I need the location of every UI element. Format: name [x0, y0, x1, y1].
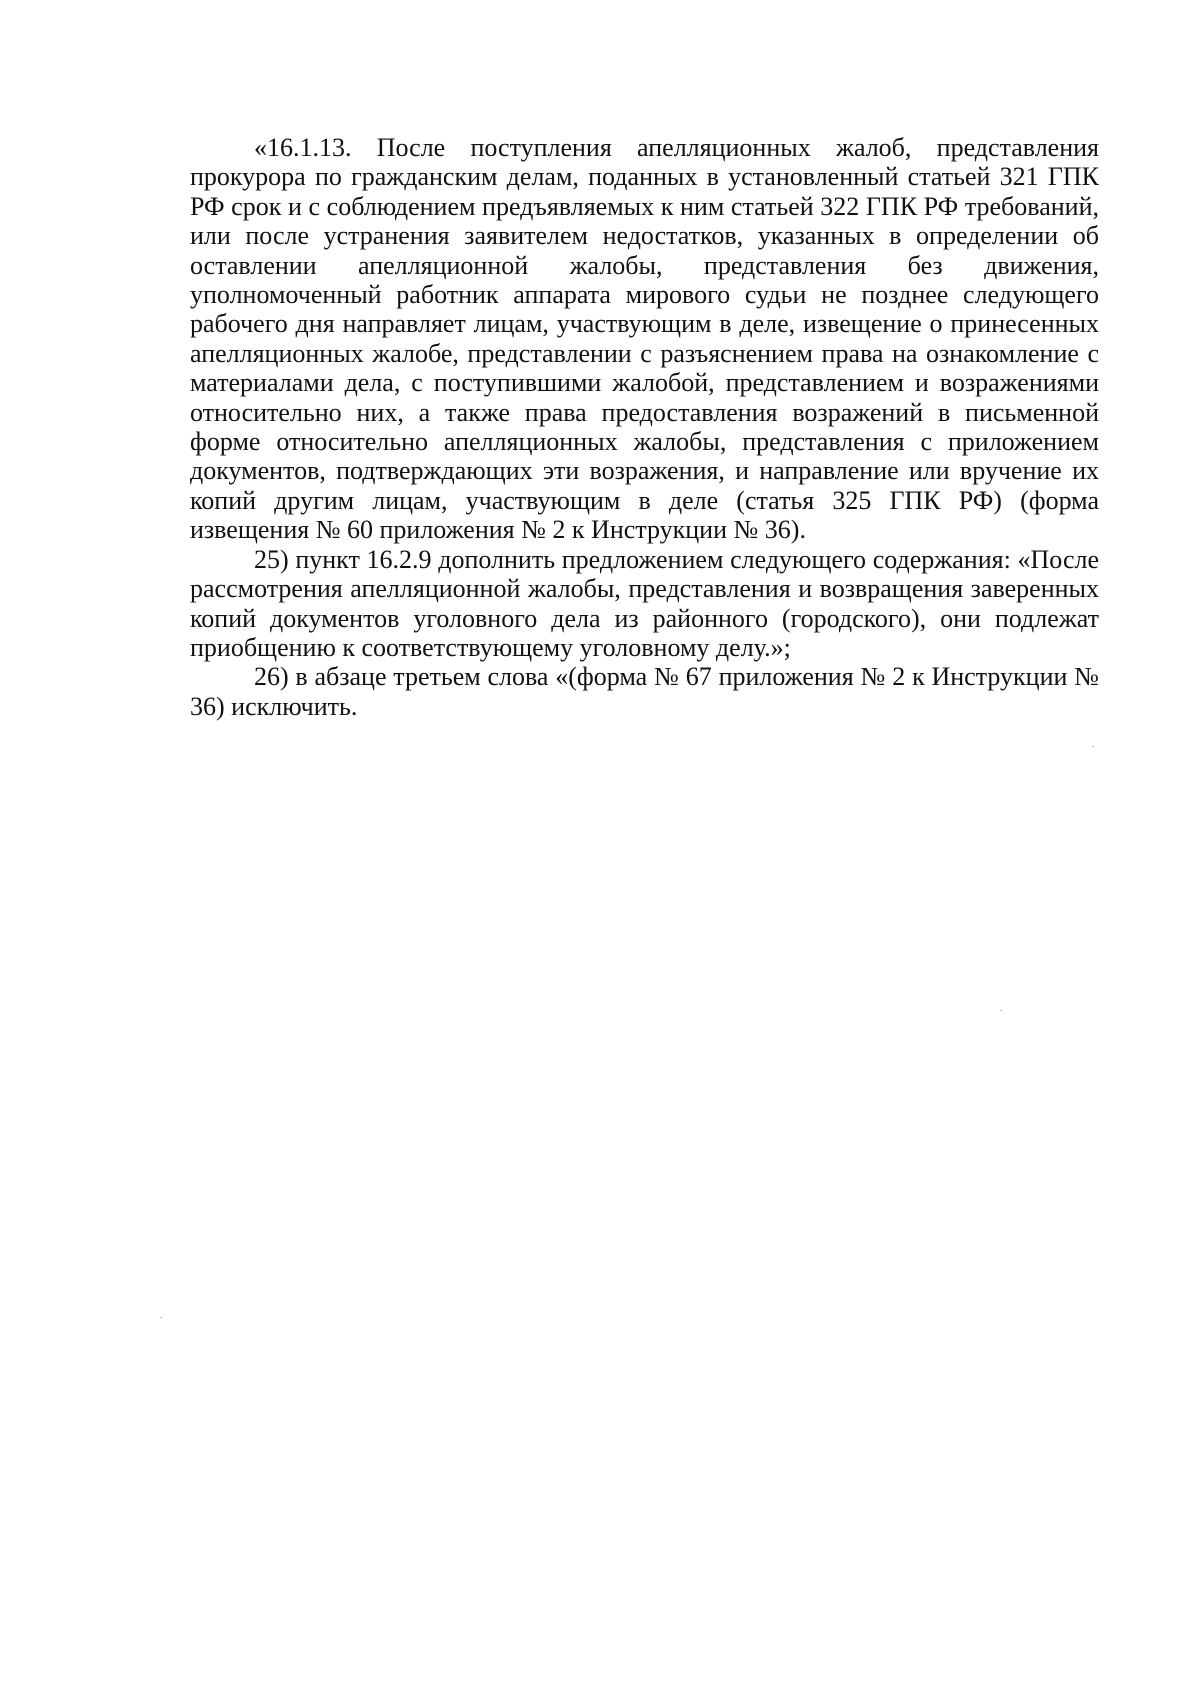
paragraph-16-1-13: «16.1.13. После поступления апелляционных жалоб, представления прокурора по гражданским делам, поданных в установленный статьей 321 ГПК РФ срок и с соблюдением предъявляемых к ним статьей 322 ГПК РФ требований, или после устранения заявителем недостатков, указанных в определении об оставлении апелляционной жалобы, представления без движения, уполномоченный работник аппарата мирового судьи не позднее следующего рабочего дня направляет лицам, участвующим в деле, извещение о принесенных апелляционных жалобе, представлении с разъяснением права на ознакомление с материалами дела, с поступившими жалобой, представлением и возражениями относительно них, а также права предоставления возражений в письменной форме относительно апелляционных жалобы, представления с приложением документов, подтверждающих эти возражения, и направление или вручение их копий другим лицам, участвующим в деле (статья 325 ГПК РФ) (форма извещения № 60 приложения № 2 к Инструкции № 36).	[190, 133, 1099, 545]
scan-speck	[1000, 1010, 1002, 1011]
scan-speck	[160, 1317, 162, 1318]
paragraph-item-25: 25) пункт 16.2.9 дополнить предложением следующего содержания: «После рассмотрения апелляционной жалобы, представления и возвращения заверенных копий документов уголовного дела из районного (городского), они подлежат приобщению к соответствующему уголовному делу.»;	[190, 544, 1099, 662]
paragraph-item-26: 26) в абзаце третьем слова «(форма № 67 приложения № 2 к Инструкции № 36) исключить.	[190, 662, 1099, 721]
scan-speck	[1092, 746, 1094, 747]
document-body	[190, 133, 1099, 721]
